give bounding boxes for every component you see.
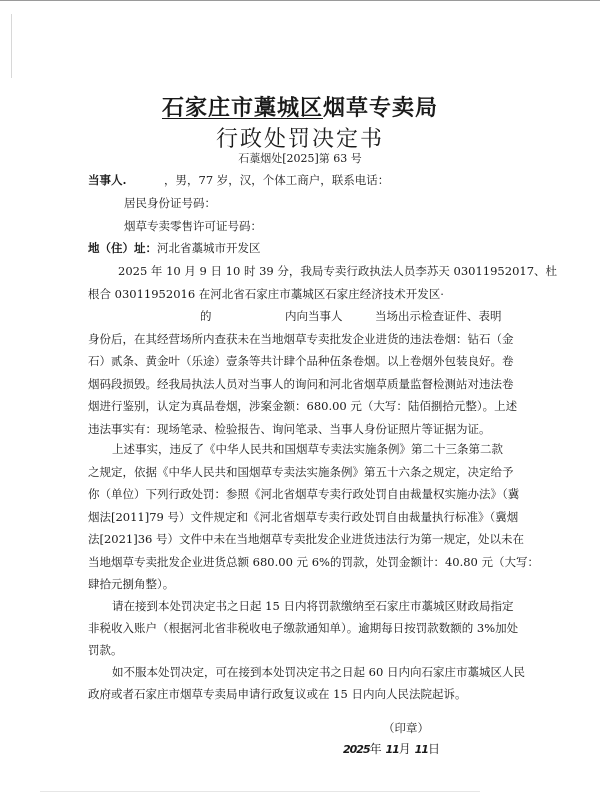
date-day-unit: 日 bbox=[427, 742, 440, 756]
para2-line2: 之规定，依据《中华人民共和国烟草专卖法实施条例》第五十六条之规定，决定给予 bbox=[88, 465, 514, 479]
address-label: 地（住）址： bbox=[88, 241, 157, 255]
para1-line6: 烟码段损毁。经我局执法人员对当事人的询问和河北省烟草质量监督检测站对违法卷 bbox=[88, 377, 514, 391]
para1-line4: 身份后，在其经营场所内查获未在当地烟草专卖批发企业进货的违法卷烟：钻石（金 bbox=[88, 332, 514, 346]
signature-date bbox=[343, 740, 440, 757]
party-info: ，男，77 岁，汉，个体工商户，联系电话： bbox=[164, 173, 390, 187]
document-type: 行政处罚决定书 bbox=[215, 127, 384, 152]
date-day: 11 bbox=[414, 743, 428, 756]
authority-title bbox=[0, 94, 600, 122]
para2-line3: 你（单位）下列行政处罚：参照《河北省烟草专卖行政处罚自由裁量权实施办法》（冀 bbox=[88, 487, 520, 501]
license-number-label: 烟草专卖零售许可证号码： bbox=[124, 219, 262, 233]
para1-line7: 烟进行鉴别，认定为真品卷烟，涉案金额：680.00 元（大写：陆佰捌拾元整）。上述 bbox=[88, 399, 518, 413]
para1-line1: 2025 年 10 月 9 日 10 时 39 分，我局专卖行政执法人员李苏天 03011952017、杜 bbox=[118, 264, 558, 278]
date-year: 2025 bbox=[343, 743, 370, 756]
para3-line1: 请在接到本处罚决定书之日起 15 日内将罚款缴纳至石家庄市藁城区财政局指定 bbox=[112, 599, 514, 613]
para2-line7: 肆拾元捌角整）。 bbox=[88, 577, 175, 591]
para1-line5: 石）贰条、黄金叶（乐途）壹条等共计肆个品种伍条卷烟。以上卷烟外包装良好。卷 bbox=[88, 354, 514, 368]
para4-line2: 政府或者石家庄市烟草专卖局申请行政复议或在 15 日内向人民法院起诉。 bbox=[88, 687, 467, 701]
authority-underlined: 石家庄市藁城区 bbox=[161, 95, 323, 121]
scan-top-edge bbox=[0, 0, 600, 1]
para1-line8: 违法事实有：现场笔录、检验报告、询问笔录、当事人身份证照片等证据为证。 bbox=[88, 422, 491, 436]
scan-bottom-mark bbox=[40, 791, 480, 792]
id-number-label: 居民身份证号码： bbox=[124, 196, 216, 210]
date-month: 11 bbox=[385, 743, 399, 756]
date-year-unit: 年 bbox=[369, 742, 382, 756]
para2-line1: 上述事实，违反了《中华人民共和国烟草专卖法实施条例》第二十三条第二款 bbox=[112, 442, 503, 456]
stamp-placeholder: （印章） bbox=[383, 721, 429, 735]
document-number: 石藁烟处[2025]第 63 号 bbox=[238, 152, 362, 165]
para2-line5: 法[2021]36 号）文件中未在当地烟草专卖批发企业进货违法行为第一规定，处以未在 bbox=[88, 532, 525, 546]
para2-line6: 当地烟草专卖批发企业进货总额 680.00 元 6%的罚款，处罚金额计：40.80 元（大写： bbox=[88, 555, 540, 569]
address-value: 河北省藁城市开发区 bbox=[157, 241, 261, 255]
para1-line2: 根合 03011952016 在河北省石家庄市藁城区石家庄经济技术开发区· bbox=[88, 287, 444, 301]
para3-line3: 罚款。 bbox=[88, 643, 123, 657]
date-month-unit: 月 bbox=[398, 742, 411, 756]
para1-line3c: 当场出示检查证件、表明 bbox=[375, 309, 502, 323]
scan-left-mark bbox=[11, 14, 12, 78]
para2-line4: 烟法[2011]79 号）文件规定和《河北省烟草专卖行政处罚自由裁量执行标准》（冀烟 bbox=[88, 510, 519, 524]
para4-line1: 如不服本处罚决定，可在接到本处罚决定书之日起 60 日内向石家庄市藁城区人民 bbox=[112, 665, 525, 679]
para1-line3b: 内向当事人 bbox=[285, 309, 343, 323]
para1-line3a: 的 bbox=[200, 309, 212, 323]
authority-rest: 烟草专卖局 bbox=[323, 95, 439, 121]
para3-line2: 非税收入账户（根据河北省非税收电子缴款通知单）。逾期每日按罚款数额的 3%加处 bbox=[88, 621, 519, 635]
party-label: 当事人. bbox=[88, 173, 127, 187]
